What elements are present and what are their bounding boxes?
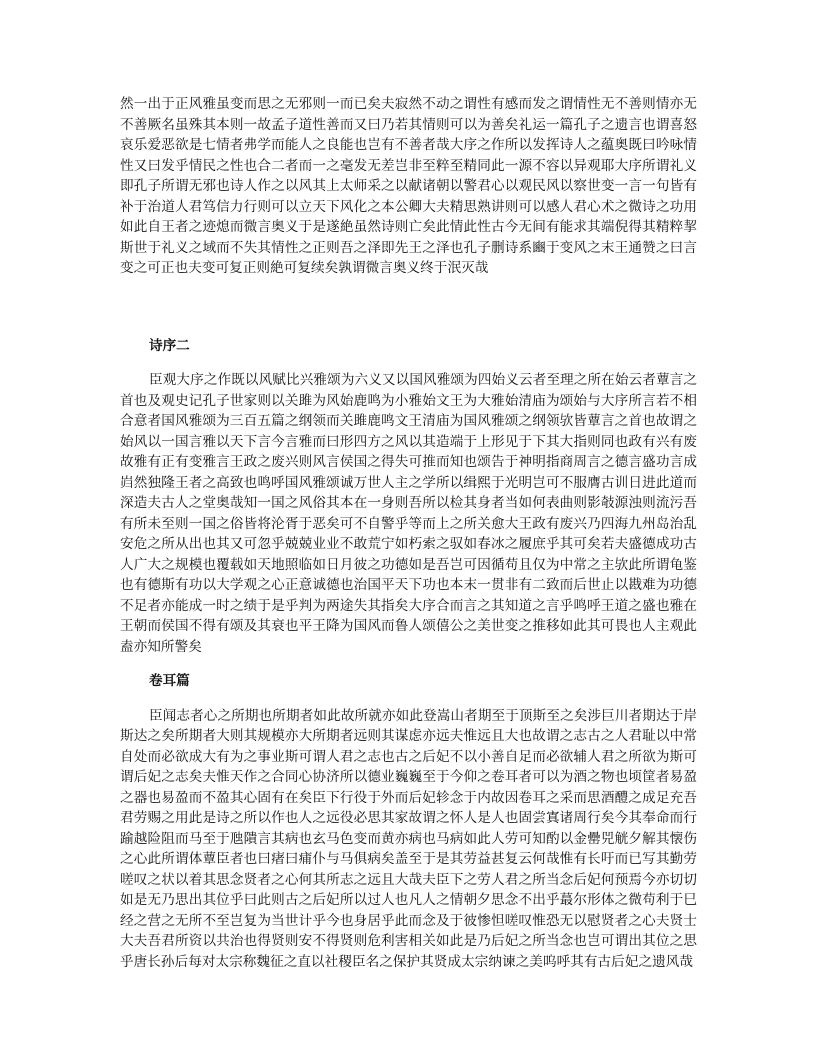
section-title-juaner: 卷耳篇	[149, 673, 190, 689]
section-title-shixu-er: 诗序二	[149, 337, 190, 354]
intro-paragraph: 然一出于正风雅虽变而思之无邪则一而已矣夫寂然不动之谓性有感而发之谓情性无不善则情亦无不善厥名虽殊其本则一故孟子道性善而又曰乃若其情则可以为善矣礼运一篇孔子之遗言也谓喜怒哀乐爱恶欲是七情者弗学而能人之良能也岂有不善者哉大序之作所以发挥诗人之蕴奥既曰吟咏情性又曰发乎情民之性也合二者而一之毫发无差岂非至粹至精同此一源不容以异观耶大序所谓礼义即孔子所谓无邪也诗人作之以风其上太师采之以献诸朝以警君心以观民风以察世变一言一句皆有补于治道人君笃信力行则可以立天下风化之本公卿大夫精思熟讲则可以感人君心术之微诗之功用如此自王者之迹熄而微言奥义于是遂絶虽然诗则亡矣此情此性古今无间有能求其端倪得其精粹挈斯世于礼义之域而不失其情性之正则吾之泽即先王之泽也孔子删诗系豳于变风之末王通赞之曰言变之可正也夫变可复正则絶可复续矣孰谓微言奥义终于泯灭哉	[120, 96, 697, 276]
section-paragraph-shixu-er: 臣观大序之作既以风赋比兴雅颂为六义又以国风雅颂为四始义云者至理之所在始云者蕈言之首也及观史记孔子世家则以关雎为风始鹿鸣为小雅始文王为大雅始清庙为颂始与大序所言若不相合意者国风雅颂为三百五篇之纲领而关雎鹿鸣文王清庙为国风雅颂之纲领欤皆蕈言之首也故谓之始风以一国言雅以天下言今言雅而曰形四方之风以其造端于上形见于下其大指则同也政有兴有废故雅有正有变雅言王政之废兴则风言侯国之得失可推而知也颂告于神明指商周言之德言盛功言成岿然独隆王者之高致也鸣呼国风雅颂诚万世人主之学所以缉熙于光明岂可不服膺古训日进此道而深造夫古人之堂奥哉知一国之风俗其本在一身则吾所以检其身者当如何表曲则影攲源浊则流污吾有所未至则一国之俗皆将沦胥于恶矣可不自警乎等而上之所关愈大王政有废兴乃四海九州岛治乱安危之所从出也其又可忽乎兢兢业业不敢荒宁如朽索之驭如春冰之履庶乎其可矣若夫盛德成功古人广大之规模也覆载如天地照临如日月彼之功德如是吾岂可因循苟且仅为中常之主欤此所谓龟鉴也有德斯有功以大学观之心正意诚德也治国平天下功也本末一贯非有二致而后世止以戡难为功德不足者亦能成一时之绩于是乎判为两途失其指矣大序合而言之其知道之言乎鸣呼王道之盛也雅在王朝而侯国不得有颂及其衰也平王降为国风而鲁人颂僖公之美世变之推移如此其可畏也人主观此盍亦知所警矣	[120, 372, 697, 655]
section-paragraph-juaner: 臣闻志者心之所期也所期者如此故所就亦如此登嵩山者期至于顶斯至之矣涉巨川者期达于岸斯达之矣所期者大则其规模亦大所期者远则其谋虑亦远夫惟远且大也故谓之志古之人君耻以中常自处而必欲成大有为之事业斯可谓人君之志也古之后妃不以小善自足而必欲辅人君之所欲为斯可谓后妃之志矣夫惟天作之合同心协济所以德业巍巍至于今仰之卷耳者可以为酒之物也顷筐者易盈之器也易盈而不盈其心固有在矣臣下行役于外而后妃轸念于内故因卷耳之采而思酒醴之成足充吾君劳赐之用此是诗之所以作也人之远役必思其家故谓之怀人是人也固尝寘诸周行矣今其奉命而行踰越险阻而马至于虺隤言其病也玄马色变而黄亦病也马病如此人劳可知酌以金罍兕觥夕解其懐伤之心此所谓体蕈臣者也曰瘏曰痡仆与马俱病矣盖至于是其劳益甚复云何哉惟有长吁而已写其勤劳嗟叹之状以着其思念贤者之心何其所志之远且大哉夫臣下之劳人君之所当念后妃何预焉今亦切切如是无乃思出其位乎曰此则古之后妃所以过人也凡人之情朝夕思念不出乎蕞尔形体之微苟利于巳经之营之无所不至岂复为当世计乎今也身居乎此而念及于彼惨怛嗟叹惟恐无以慰贤者之心夫贤士大夫吾君所资以共治也得贤则安不得贤则危利害相关如此是乃后妃之所当念也岂可谓出其位之思乎唐长孙后每对太宗称魏征之直以社稷臣名之保护其贤成太宗纳谏之美呜呼其有古后妃之遗风哉	[120, 707, 697, 970]
document-page	[120, 94, 697, 972]
